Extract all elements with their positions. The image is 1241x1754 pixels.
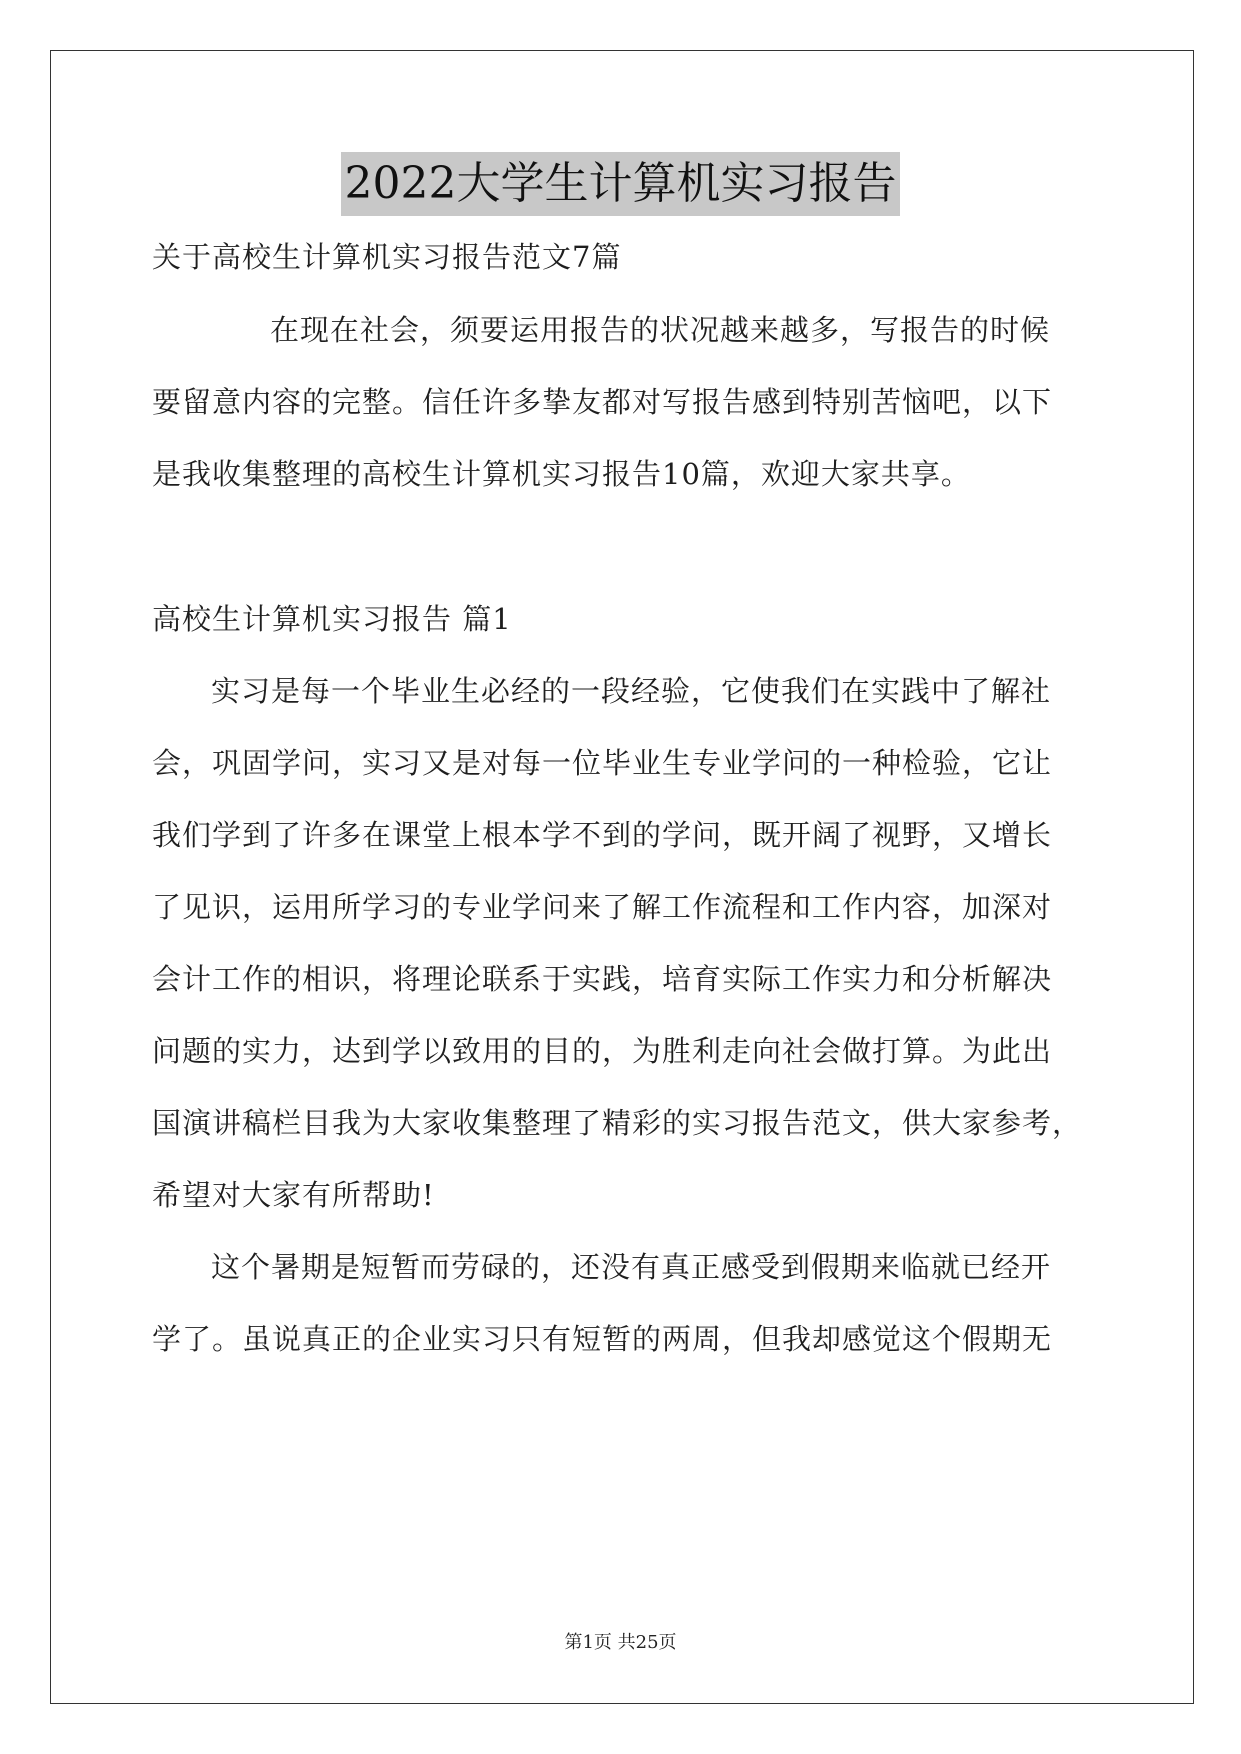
title-wrap <box>0 152 1241 216</box>
section-heading: 高校生计算机实习报告 篇1 <box>152 602 512 636</box>
paragraph-line: 了见识，运用所学习的专业学问来了解工作流程和工作内容，加深对 <box>152 890 1053 924</box>
paragraph-line: 问题的实力，达到学以致用的目的，为胜利走向社会做打算。为此出 <box>152 1034 1053 1068</box>
document-title: 2022大学生计算机实习报告 <box>341 152 901 216</box>
paragraph-line: 这个暑期是短暂而劳碌的，还没有真正感受到假期来临就已经开 <box>211 1250 1052 1284</box>
intro-line: 要留意内容的完整。信任许多挚友都对写报告感到特别苦恼吧，以下 <box>152 385 1053 419</box>
paragraph-line: 会，巩固学问，实习又是对每一位毕业生专业学问的一种检验，它让 <box>152 746 1053 780</box>
paragraph-line: 会计工作的相识，将理论联系于实践，培育实际工作实力和分析解决 <box>152 962 1053 996</box>
page-number-footer: 第1页 共25页 <box>564 1632 677 1653</box>
intro-line: 是我收集整理的高校生计算机实习报告10篇，欢迎大家共享。 <box>152 457 971 491</box>
paragraph-line: 我们学到了许多在课堂上根本学不到的学问，既开阔了视野，又增长 <box>152 818 1053 852</box>
page-border <box>50 50 1194 1704</box>
paragraph-line: 学了。虽说真正的企业实习只有短暂的两周，但我却感觉这个假期无 <box>152 1322 1053 1356</box>
paragraph-line: 希望对大家有所帮助! <box>152 1178 435 1212</box>
intro-line: 在现在社会，须要运用报告的状况越来越多，写报告的时候 <box>270 313 1051 347</box>
paragraph-line: 实习是每一个毕业生必经的一段经验，它使我们在实践中了解社 <box>211 674 1052 708</box>
paragraph-line: 国演讲稿栏目我为大家收集整理了精彩的实习报告范文，供大家参考， <box>152 1106 1083 1140</box>
document-subtitle: 关于高校生计算机实习报告范文7篇 <box>152 240 622 274</box>
